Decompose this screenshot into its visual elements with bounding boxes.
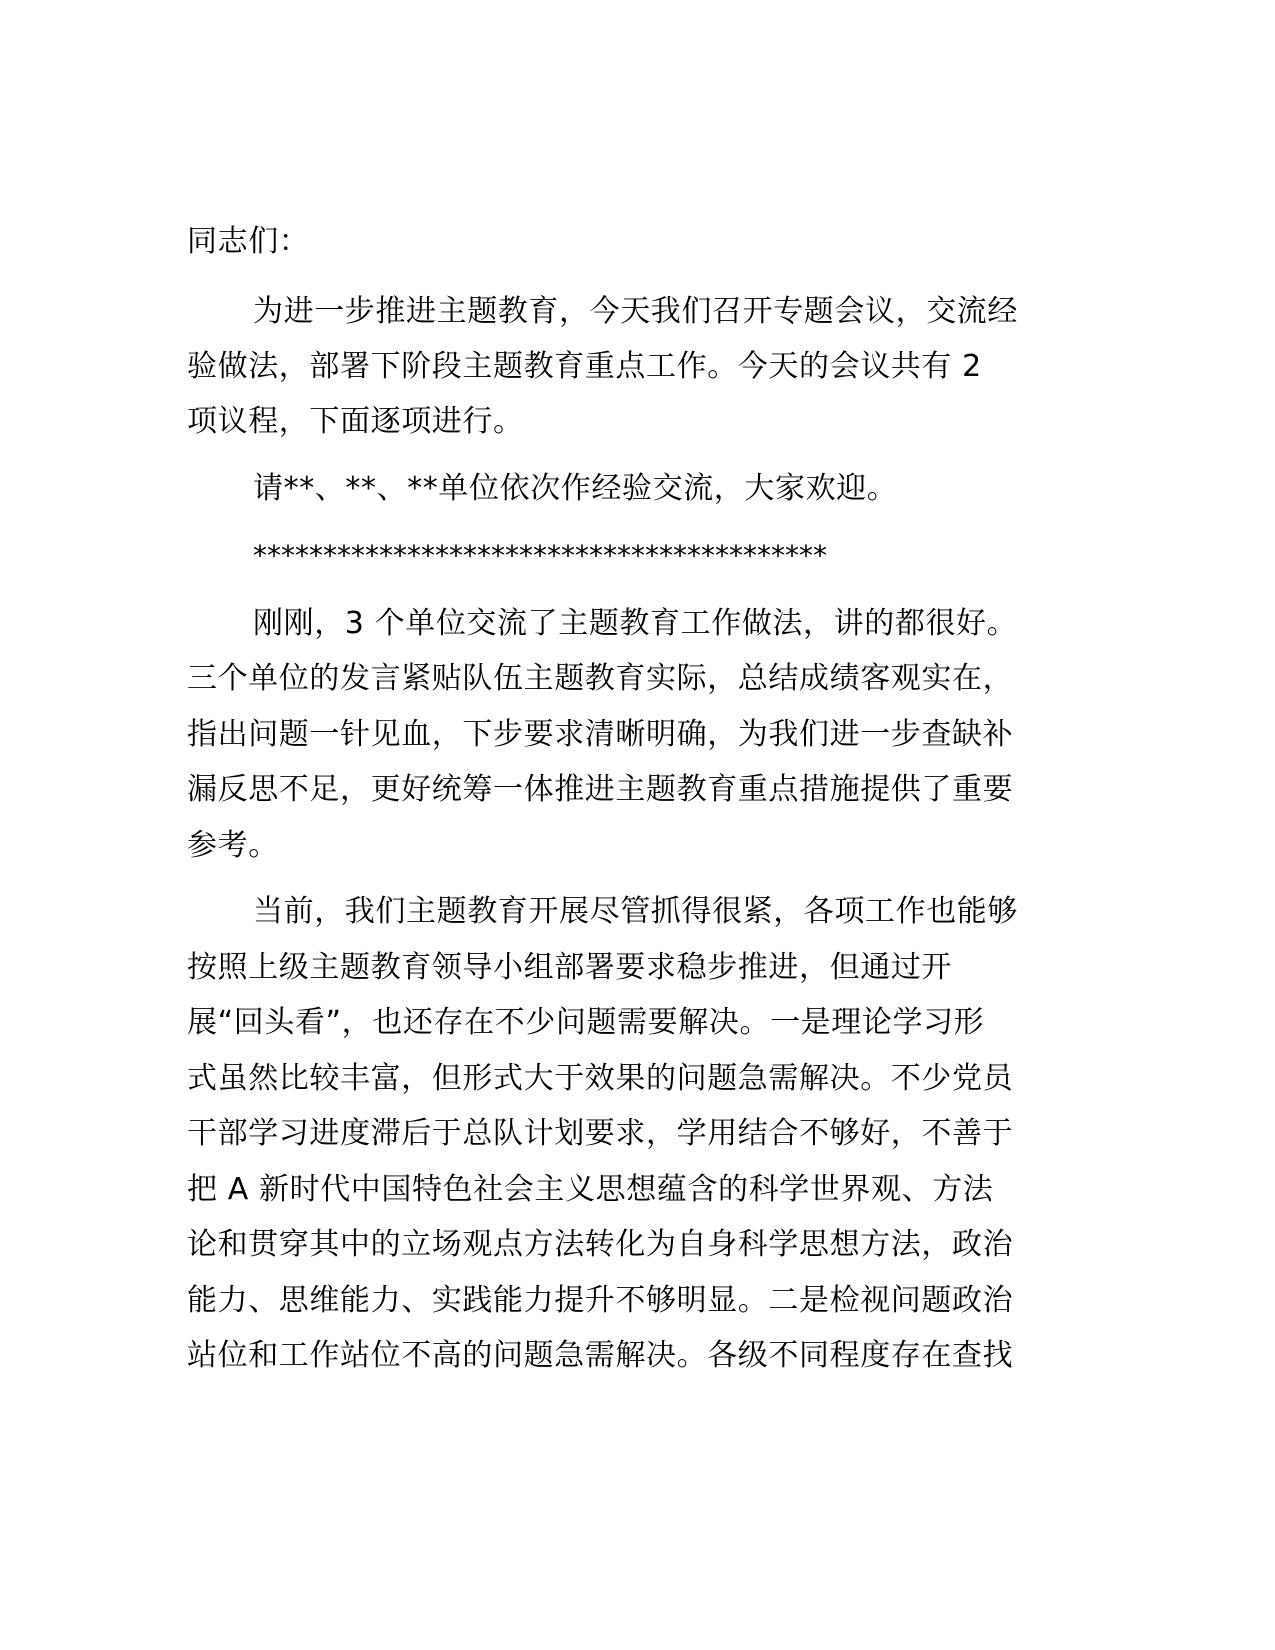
paragraph-4-line-6: 把 A 新时代中国特色社会主义思想蕴含的科学世界观、方法	[187, 1172, 994, 1207]
paragraph-4-line-2: 按照上级主题教育领导小组部署要求稳步推进，但通过开	[187, 950, 952, 985]
paragraph-1-line-2: 验做法，部署下阶段主题教育重点工作。今天的会议共有 2	[187, 349, 982, 384]
paragraph-1-line-1: 为进一步推进主题教育，今天我们召开专题会议，交流经	[253, 294, 1018, 329]
paragraph-3-line-2: 三个单位的发言紧贴队伍主题教育实际，总结成绩客观实在，	[187, 661, 1014, 696]
separator-asterisks: *****************************************	[253, 539, 827, 572]
paragraph-3-line-3: 指出问题一针见血，下步要求清晰明确，为我们进一步查缺补	[187, 717, 1014, 752]
paragraph-2-line-1: 请**、**、**单位依次作经验交流，大家欢迎。	[253, 471, 898, 506]
paragraph-4-line-9: 站位和工作站位不高的问题急需解决。各级不同程度存在查找	[187, 1338, 1014, 1373]
paragraph-4-line-7: 论和贯穿其中的立场观点方法转化为自身科学思想方法，政治	[187, 1227, 1014, 1262]
paragraph-4-line-3: 展“回头看”，也还存在不少问题需要解决。一是理论学习形	[187, 1005, 985, 1040]
paragraph-3-line-1: 刚刚，3 个单位交流了主题教育工作做法，讲的都很好。	[253, 606, 1018, 641]
paragraph-3-line-5: 参考。	[187, 828, 279, 863]
paragraph-3-line-4: 漏反思不足，更好统筹一体推进主题教育重点措施提供了重要	[187, 772, 1014, 807]
paragraph-4-line-4: 式虽然比较丰富，但形式大于效果的问题急需解决。不少党员	[187, 1061, 1014, 1096]
paragraph-4-line-5: 干部学习进度滞后于总队计划要求，学用结合不够好，不善于	[187, 1116, 1014, 1151]
salutation: 同志们：	[187, 224, 310, 259]
paragraph-1-line-3: 项议程，下面逐项进行。	[187, 404, 524, 439]
paragraph-4-line-1: 当前，我们主题教育开展尽管抓得很紧，各项工作也能够	[253, 894, 1018, 929]
paragraph-4-line-8: 能力、思维能力、实践能力提升不够明显。二是检视问题政治	[187, 1283, 1014, 1318]
